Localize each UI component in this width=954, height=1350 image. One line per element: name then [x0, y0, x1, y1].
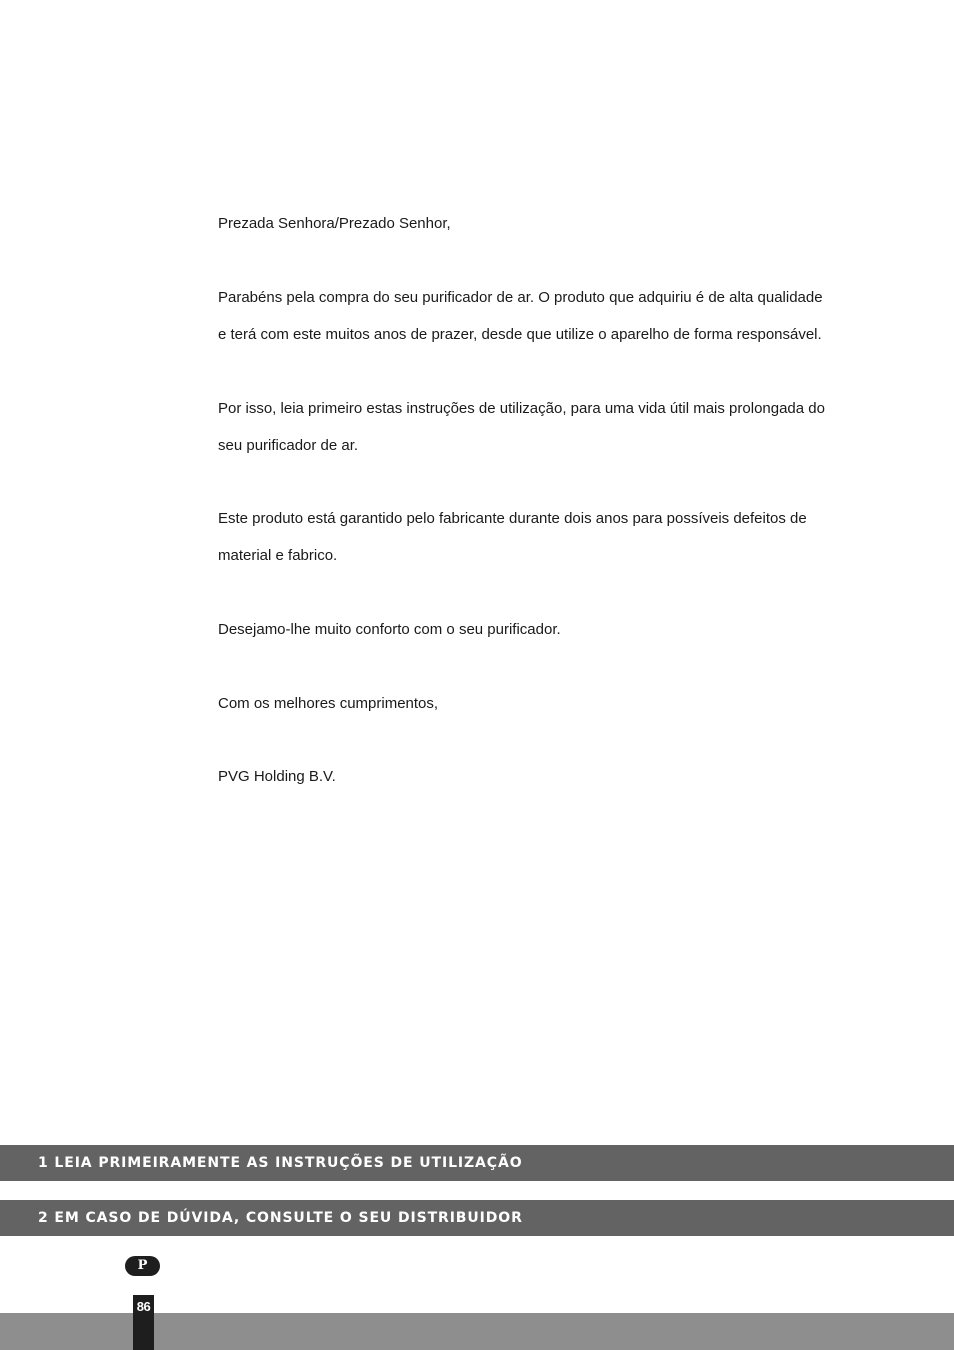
- paragraph-2-line-1: Por isso, leia primeiro estas instruções de utilização, para uma vida útil mais prolongada do: [218, 400, 825, 417]
- paragraph-2-line-2: seu purificador de ar.: [218, 437, 359, 454]
- salutation: Prezada Senhora/Prezado Senhor,: [218, 215, 451, 232]
- closing: Com os melhores cumprimentos,: [218, 695, 439, 712]
- paragraph-3-line-2: material e fabrico.: [218, 547, 338, 564]
- paragraph-3-line-1: Este produto está garantido pelo fabricante durante dois anos para possíveis defeitos de: [218, 510, 807, 527]
- language-badge: P: [125, 1256, 160, 1276]
- page-number: 86: [136, 1299, 151, 1314]
- section-heading-1: 1 LEIA PRIMEIRAMENTE AS INSTRUÇÕES DE UTILIZAÇÃO: [0, 1145, 954, 1181]
- paragraph-1-line-2: e terá com este muitos anos de prazer, desde que utilize o aparelho de forma responsável.: [218, 326, 822, 343]
- paragraph-4-line-1: Desejamo-lhe muito conforto com o seu purificador.: [218, 621, 561, 638]
- paragraph-1-line-1: Parabéns pela compra do seu purificador de ar. O produto que adquiriu é de alta qualidade: [218, 289, 823, 306]
- section-heading-2: 2 EM CASO DE DÚVIDA, CONSULTE O SEU DISTRIBUIDOR: [0, 1200, 954, 1236]
- signature: PVG Holding B.V.: [218, 768, 336, 785]
